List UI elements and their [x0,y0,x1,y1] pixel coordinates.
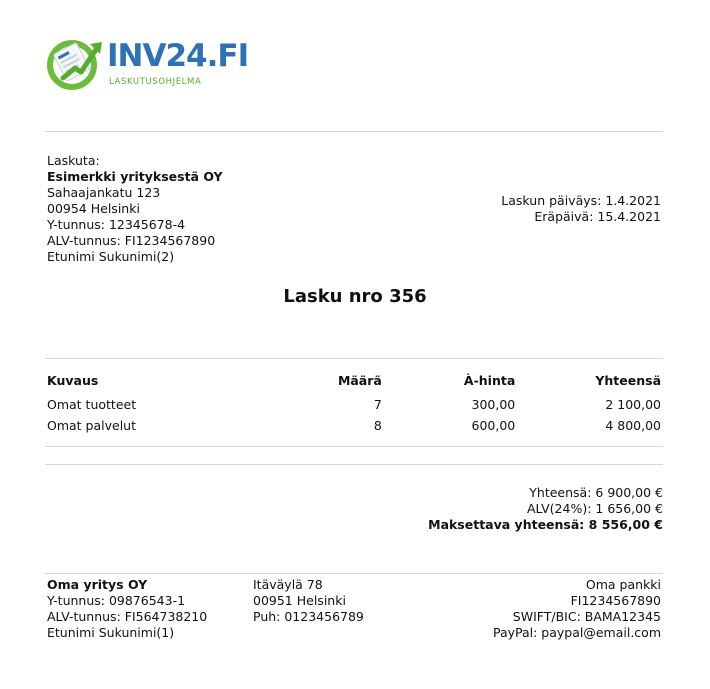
header-description: Kuvaus [47,372,99,388]
totals-block [343,485,663,533]
footer-address [253,577,433,625]
totals-divider [45,464,663,465]
bill-to-business-id: Y-tunnus: 12345678-4 [47,217,186,232]
table-row [45,415,663,436]
header-divider [45,131,663,132]
invoice-title: Lasku nro 356 [283,286,427,307]
footer-business-id: Y-tunnus: 09876543-1 [47,593,186,608]
subtotal: Yhteensä: 6 900,00 € [529,485,663,500]
bill-to-city: 00954 Helsinki [47,201,140,216]
bill-to-label: Laskuta: [47,153,100,168]
footer-company [47,577,247,641]
logo-name: INV24.FI [107,38,249,74]
footer-phone: Puh: 0123456789 [253,609,364,624]
item-quantity: 8 [373,417,382,433]
invoice-dates [401,193,661,225]
grand-total: Maksettava yhteensä: 8 556,00 € [428,517,663,532]
item-description: Omat palvelut [47,417,137,433]
logo [45,34,249,92]
item-total: 2 100,00 [605,396,661,412]
bill-to-block [47,153,347,265]
footer-contact: Etunimi Sukunimi(1) [47,625,175,640]
bill-to-contact: Etunimi Sukunimi(2) [47,249,175,264]
item-unit-price: 600,00 [471,417,516,433]
footer-vat-id: ALV-tunnus: FI564738210 [47,609,208,624]
invoice-date: Laskun päiväys: 1.4.2021 [501,193,661,208]
footer-bank [441,577,661,641]
item-description: Omat tuotteet [47,396,137,412]
bill-to-vat-id: ALV-tunnus: FI1234567890 [47,233,216,248]
footer-iban: FI1234567890 [570,593,661,608]
items-top-divider [45,358,663,359]
due-date: Eräpäivä: 15.4.2021 [534,209,661,224]
footer-company-name: Oma yritys OY [47,577,148,592]
footer-divider [45,573,663,574]
item-quantity: 7 [373,396,382,412]
footer-swift: SWIFT/BIC: BAMA12345 [512,609,661,624]
bill-to-company: Esimerkki yrityksestä OY [47,169,223,184]
header-unit-price: À-hinta [463,372,516,388]
header-quantity: Määrä [337,372,382,388]
header-total: Yhteensä [595,372,661,388]
logo-subtitle: LASKUTUSOHJELMA [109,77,202,87]
items-bottom-divider [45,446,663,447]
table-row [45,394,663,415]
footer-bank-name: Oma pankki [585,577,661,592]
items-table [45,370,663,436]
footer-street: Itäväylä 78 [253,577,323,592]
item-total: 4 800,00 [605,417,661,433]
items-header-row [45,370,663,394]
footer-city: 00951 Helsinki [253,593,346,608]
bill-to-street: Sahaajankatu 123 [47,185,161,200]
item-unit-price: 300,00 [471,396,516,412]
logo-mark-icon [45,34,103,92]
vat-amount: ALV(24%): 1 656,00 € [526,501,663,516]
footer-paypal: PayPal: paypal@email.com [492,625,661,640]
